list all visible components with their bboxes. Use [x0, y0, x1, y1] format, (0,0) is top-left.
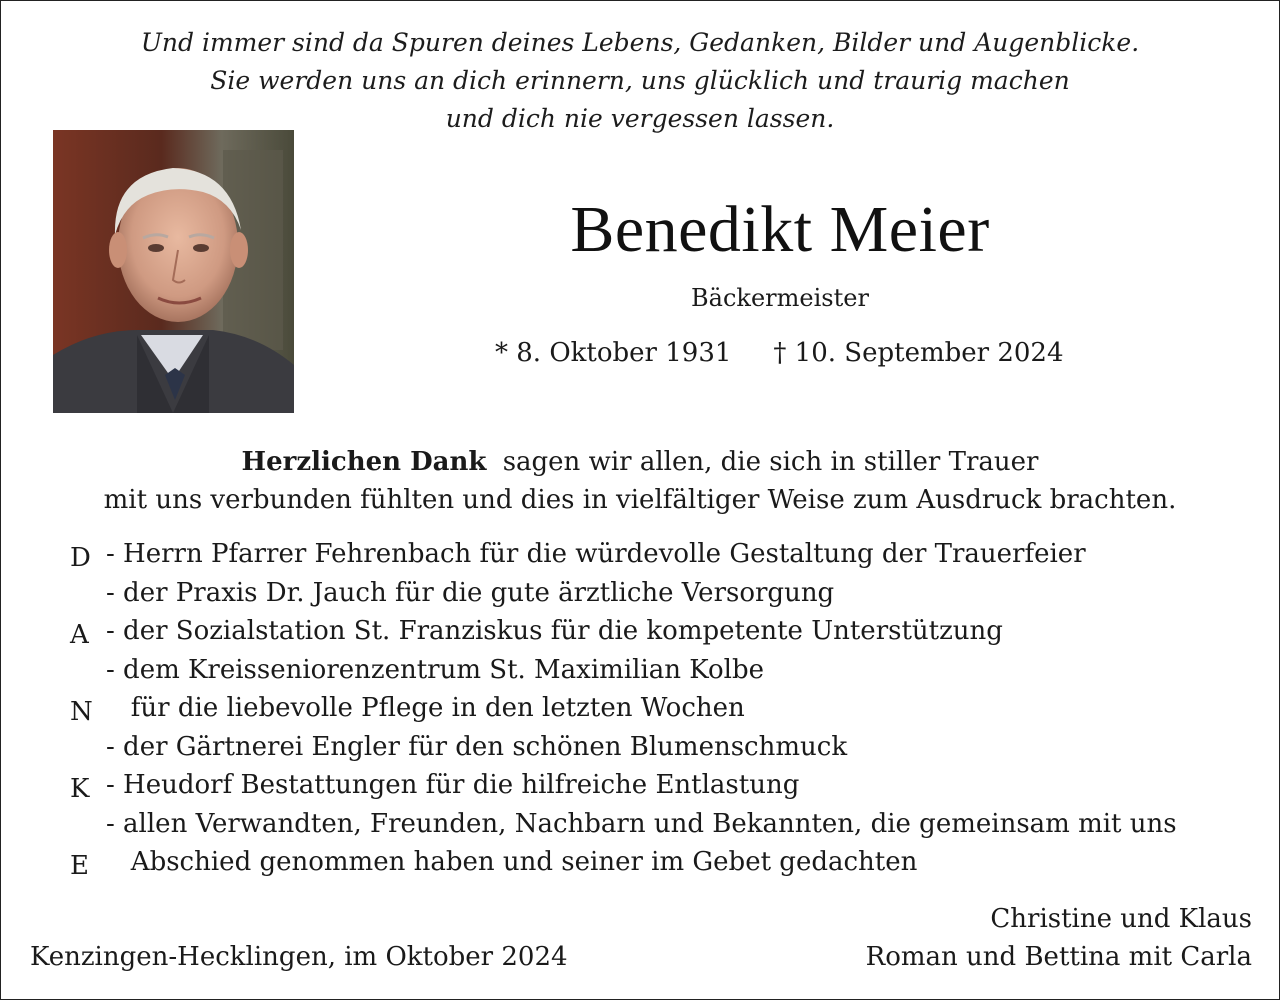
list-item-text: - der Gärtnerei Engler für den schönen Blumenschmuck: [106, 731, 848, 762]
acrostic-letter: A: [70, 620, 89, 650]
memorial-quote: [0, 24, 1280, 138]
acrostic-letter: E: [70, 851, 89, 881]
birth-date: * 8. Oktober 1931: [495, 338, 732, 368]
place-and-date: Kenzingen-Hecklingen, im Oktober 2024: [30, 942, 568, 972]
list-item-text: - der Sozialstation St. Franziskus für die kompetente Unterstützung: [106, 616, 1003, 646]
list-item-text: - dem Kreisseniorenzentrum St. Maximilian Kolbe: [106, 654, 764, 685]
life-dates: [495, 336, 1064, 370]
list-item-text: - Herrn Pfarrer Fehrenbach für die würdevolle Gestaltung der Trauerfeier: [106, 539, 1086, 569]
thanks-paragraph: [0, 443, 1280, 519]
list-item-text: Abschied genommen haben und seiner im Gebet gedachten: [106, 847, 918, 877]
deceased-name: Benedikt Meier: [570, 193, 990, 266]
list-item-text: - Heudorf Bestattungen für die hilfreiche Entlastung: [106, 770, 800, 800]
quote-line: Und immer sind da Spuren deines Lebens, Gedanken, Bilder und Augenblicke.: [140, 28, 1140, 57]
list-item-text: - allen Verwandten, Freunden, Nachbarn und Bekannten, die gemeinsam mit uns: [106, 808, 1177, 839]
quote-line: und dich nie vergessen lassen.: [445, 104, 835, 133]
signer-line: Roman und Bettina mit Carla: [865, 942, 1252, 972]
signer-line: Christine und Klaus: [990, 904, 1252, 934]
acrostic-letter: D: [70, 543, 91, 573]
acrostic-letter: N: [70, 697, 93, 727]
thanks-text: sagen wir allen, die sich in stiller Trauer: [502, 447, 1039, 477]
thanks-line: [0, 443, 1280, 481]
signers: [866, 900, 1252, 976]
thanks-line: mit uns verbunden fühlten und dies in vielfältiger Weise zum Ausdruck brachten.: [103, 485, 1177, 515]
quote-line: Sie werden uns an dich erinnern, uns glücklich und traurig machen: [210, 66, 1070, 95]
acrostic-letter: K: [70, 774, 90, 804]
death-date: † 10. September 2024: [773, 338, 1064, 368]
portrait-photo: [53, 130, 294, 413]
list-item-text: für die liebevolle Pflege in den letzten Wochen: [106, 693, 745, 723]
thanks-heading: Herzlichen Dank: [241, 447, 487, 477]
list-item-text: - der Praxis Dr. Jauch für die gute ärztliche Versorgung: [106, 577, 835, 608]
deceased-profession: Bäckermeister: [691, 284, 869, 312]
